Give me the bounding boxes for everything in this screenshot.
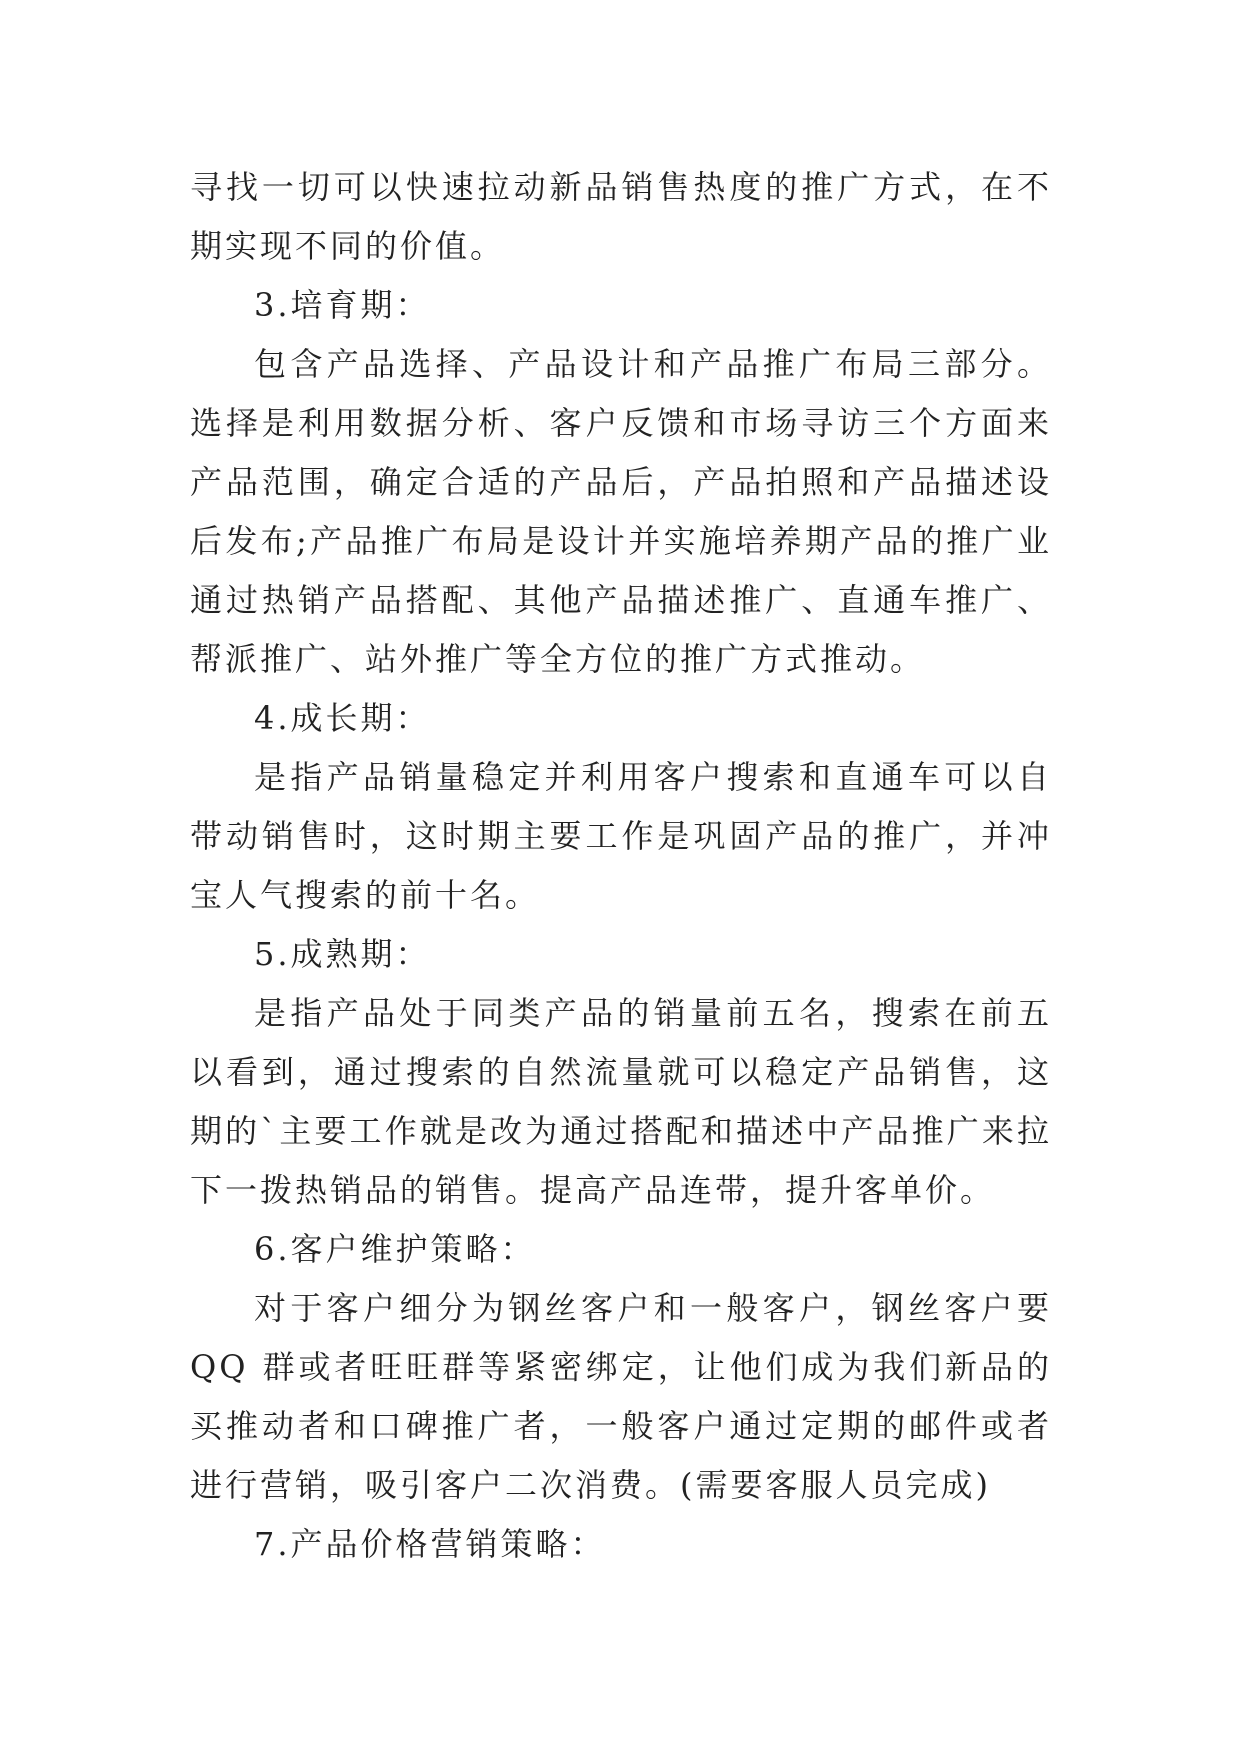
body-line: 是指产品销量稳定并利用客户搜索和直通车可以自	[254, 758, 1052, 796]
body-line: 期实现不同的价值。	[190, 227, 506, 265]
body-line: 帮派推广、站外推广等全方位的推广方式推动。	[190, 640, 926, 678]
body-line: QQ 群或者旺旺群等紧密绑定，让他们成为我们新品的	[190, 1348, 1052, 1386]
section-heading-3: 3.培育期：	[254, 286, 431, 324]
section-heading-5: 5.成熟期：	[254, 935, 431, 973]
body-line: 以看到，通过搜索的自然流量就可以稳定产品销售，这	[190, 1053, 1052, 1091]
body-line: 买推动者和口碑推广者，一般客户通过定期的邮件或者	[190, 1407, 1052, 1445]
section-heading-7: 7.产品价格营销策略：	[254, 1525, 606, 1563]
body-line: 进行营销，吸引客户二次消费。(需要客服人员完成)	[190, 1466, 991, 1504]
body-line: 产品范围，确定合适的产品后，产品拍照和产品描述设	[190, 463, 1052, 501]
body-line: 期的`主要工作就是改为通过搭配和描述中产品推广来拉	[190, 1112, 1052, 1150]
body-line: 选择是利用数据分析、客户反馈和市场寻访三个方面来	[190, 404, 1052, 442]
document-body	[190, 158, 1052, 1574]
body-line: 宝人气搜索的前十名。	[190, 876, 541, 914]
body-line: 下一拨热销品的销售。提高产品连带，提升客单价。	[190, 1171, 996, 1209]
body-line: 寻找一切可以快速拉动新品销售热度的推广方式，在不	[190, 168, 1052, 206]
body-line: 后发布;产品推广布局是设计并实施培养期产品的推广业	[190, 522, 1052, 560]
body-line: 通过热销产品搭配、其他产品描述推广、直通车推广、	[190, 581, 1052, 619]
section-heading-6: 6.客户维护策略：	[254, 1230, 536, 1268]
section-heading-4: 4.成长期：	[254, 699, 431, 737]
body-line: 对于客户细分为钢丝客户和一般客户，钢丝客户要	[254, 1289, 1052, 1327]
body-line: 是指产品处于同类产品的销量前五名，搜索在前五	[254, 994, 1052, 1032]
body-line: 包含产品选择、产品设计和产品推广布局三部分。	[254, 345, 1052, 383]
body-line: 带动销售时，这时期主要工作是巩固产品的推广，并冲	[190, 817, 1052, 855]
